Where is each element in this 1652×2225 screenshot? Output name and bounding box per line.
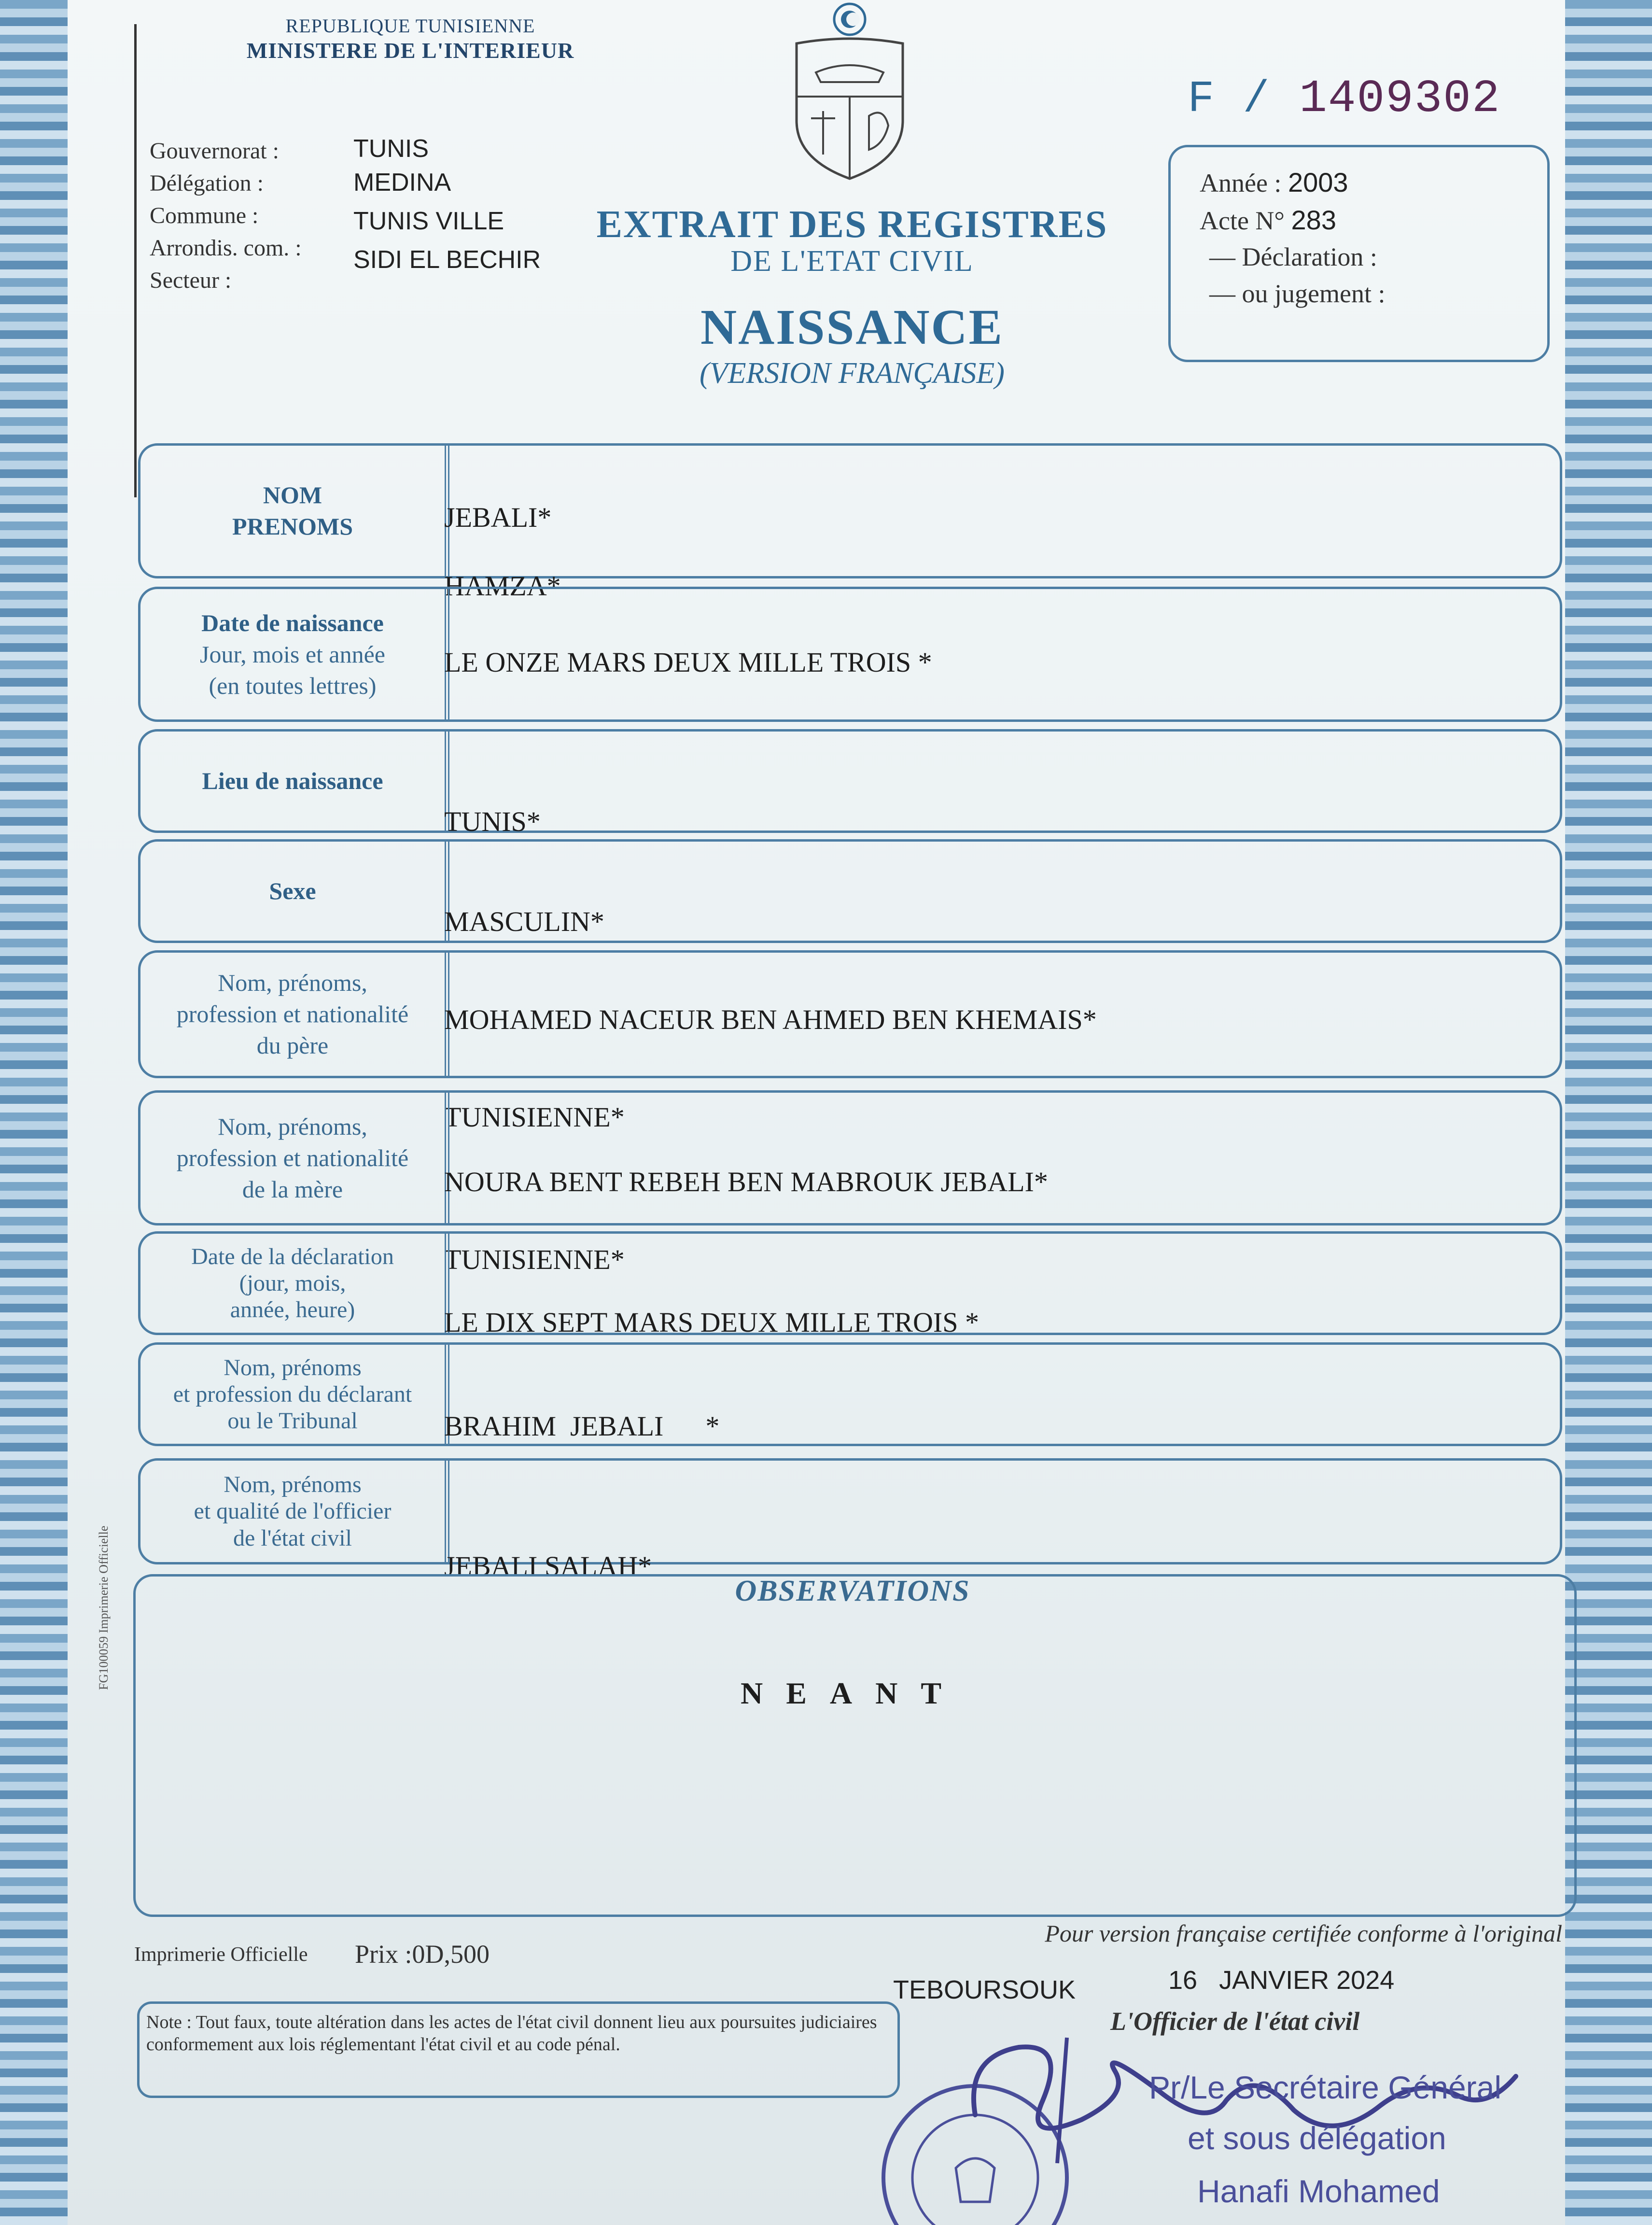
label-mere-2: profession et nationalité [176,1144,409,1171]
value-pere: MOHAMED NACEUR BEN AHMED BEN KHEMAIS* [444,1004,1097,1035]
label-date-naissance-sub2: (en toutes lettres) [209,672,377,699]
label-prenoms: PRENOMS [232,513,353,540]
row-officier [138,1458,1562,1564]
label-declaration-2: (jour, mois, [239,1270,346,1296]
label-mere-1: Nom, prénoms, [218,1112,367,1140]
title-etat-civil: DE L'ETAT CIVIL [730,245,974,278]
title-extrait: EXTRAIT DES REGISTRES [596,203,1108,246]
label-delegation: Délégation : [150,170,264,196]
label-declarant-3: ou le Tribunal [227,1408,358,1434]
label-declarant-1: Nom, prénoms [224,1354,362,1380]
label-commune: Commune : [150,203,259,228]
serial-prefix: F / [1188,74,1271,125]
guilloche-border-right [1565,0,1652,2225]
label-date-naissance-title: Date de naissance [201,609,384,636]
value-nom: JEBALI* [444,502,552,533]
label-date-naissance [140,589,449,719]
value-officier: JEBALI SALAH* [444,1550,652,1582]
value-declarant: BRAHIM JEBALI * [444,1410,720,1442]
label-mere [140,1093,449,1223]
label-pere-1: Nom, prénoms, [218,969,367,996]
acte-label: Acte N° [1200,206,1285,235]
label-declaration-1: Date de la déclaration [191,1243,394,1269]
label-declarant [140,1345,449,1444]
value-prenoms: HAMZA* [444,570,561,602]
stamp-line-3: Hanafi Mohamed [1197,2173,1440,2209]
side-print-reference: FG100059 Imprimerie Officielle [97,1525,111,1690]
jugement-label: — ou jugement : [1209,279,1386,308]
label-officier-2: et qualité de l'officier [194,1498,392,1524]
label-pere-3: du père [256,1032,329,1059]
label-date-declaration [140,1234,449,1333]
label-sexe [140,842,449,941]
row-sexe [138,839,1562,943]
label-declarant-2: et profession du déclarant [173,1381,412,1407]
value-pere-nationalite: TUNISIENNE* [444,1101,625,1133]
label-date-naissance-sub1: Jour, mois et année [199,640,385,668]
legal-note-text: Note : Tout faux, toute altération dans les actes de l'état civil donnent lieu aux poursuites judiciaires conformement aux lois réglementant l'état civil et au code pénal. [146,2012,877,2055]
label-gouvernorat: Gouvernorat : [150,138,279,164]
value-arrondissement: SIDI EL BECHIR [353,246,541,274]
label-officier-1: Nom, prénoms [224,1472,362,1498]
stamp-line-1: Pr/Le Secrétaire Général [1149,2070,1502,2105]
coat-of-arms-emblem [787,0,912,183]
label-officier-3: de l'état civil [233,1525,352,1551]
stamp-line-2: et sous délégation [1188,2120,1446,2156]
label-declaration-3: année, heure) [230,1297,355,1323]
row-declarant [138,1342,1562,1446]
label-secteur: Secteur : [150,268,232,293]
declaration-label: — Déclaration : [1209,242,1377,271]
acte-value: 283 [1291,205,1336,235]
label-sexe-title: Sexe [269,877,316,904]
label-nom: NOM [263,481,322,508]
observations-value: NEANT [740,1676,965,1710]
row-nom-prenoms [138,443,1562,578]
imprimerie-label: Imprimerie Officielle [134,1943,308,1966]
header-republique: REPUBLIQUE TUNISIENNE [285,15,535,37]
title-version: (VERSION FRANÇAISE) [700,357,1005,390]
serial-number [1188,72,1501,125]
signing-place: TEBOURSOUK [893,1975,1076,2004]
header-ministere: MINISTERE DE L'INTERIEUR [246,38,574,63]
value-gouvernorat: TUNIS [353,135,429,163]
row-mere [138,1090,1562,1225]
title-naissance: NAISSANCE [700,299,1004,355]
annee-value: 2003 [1288,167,1348,197]
label-lieu-naissance-title: Lieu de naissance [202,767,383,794]
value-delegation: MEDINA [353,169,451,197]
header-divider [134,24,137,497]
label-arrondissement: Arrondis. com. : [150,235,302,261]
label-pere-2: profession et nationalité [176,1000,409,1028]
certification-text: Pour version française certifiée conforme à l'original [1045,1920,1562,1947]
label-pere [140,953,449,1076]
value-date-declaration: LE DIX SEPT MARS DEUX MILLE TROIS * [444,1307,979,1338]
officier-title: L'Officier de l'état civil [1110,2007,1360,2036]
signing-date: 16 JANVIER 2024 [1168,1966,1395,1995]
acte-line [1200,204,1336,236]
value-mere-nationalite: TUNISIENNE* [444,1244,625,1275]
observations-title: OBSERVATIONS [735,1575,970,1607]
legal-note-box [137,2001,900,2098]
label-lieu-naissance [140,732,449,831]
serial-value: 1409302 [1299,72,1501,125]
observations-box [133,1574,1577,1917]
prix-label: Prix :0D,500 [355,1940,490,1969]
value-lieu-naissance: TUNIS* [444,806,541,837]
row-lieu-naissance [138,729,1562,833]
acte-box [1168,145,1550,362]
value-commune: TUNIS VILLE [353,207,504,235]
guilloche-border-left [0,0,68,2225]
annee-label: Année : [1200,169,1282,197]
label-nom-prenoms [140,446,449,576]
value-sexe: MASCULIN* [444,906,604,937]
annee-line [1200,167,1348,198]
label-officier [140,1461,449,1562]
value-date-naissance: LE ONZE MARS DEUX MILLE TROIS * [444,647,932,678]
value-mere: NOURA BENT REBEH BEN MABROUK JEBALI* [444,1166,1048,1197]
label-mere-3: de la mère [242,1175,343,1203]
